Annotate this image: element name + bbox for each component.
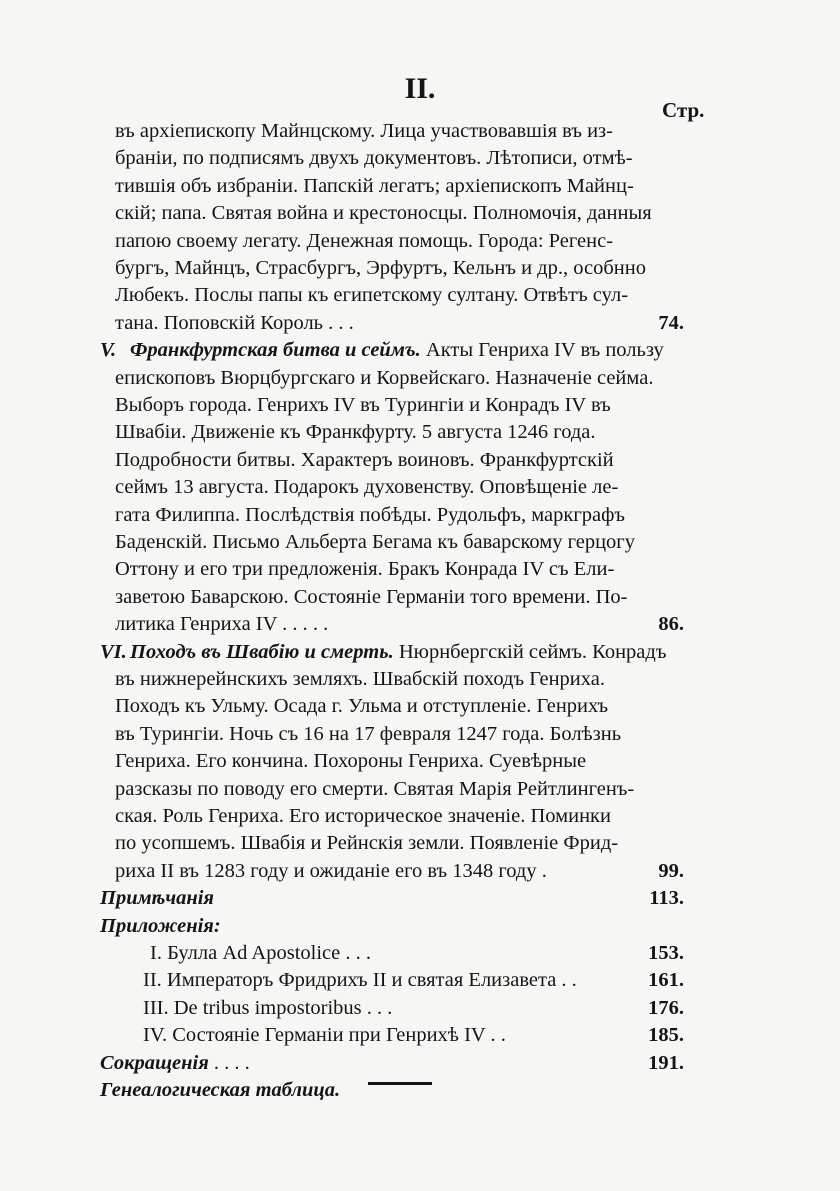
toc-entry-text xyxy=(150,938,371,968)
toc-entry-text xyxy=(115,554,614,584)
toc-entry-title: Франкфуртская битва и сеймъ. xyxy=(130,339,421,362)
toc-entry xyxy=(0,363,840,393)
toc-entry-text xyxy=(115,116,613,146)
toc-entry xyxy=(0,1020,840,1050)
toc-entry-page: 74. xyxy=(658,311,684,334)
toc-entry-page: 99. xyxy=(658,859,684,882)
toc-entry-body: Выборъ города. Генрихъ IV въ Турингіи и Конрадъ IV въ xyxy=(115,394,611,416)
toc-entry-body: Подробности битвы. Характеръ воиновъ. Франкфуртскій xyxy=(115,448,614,471)
toc-entry-title: Примѣчанія xyxy=(100,887,214,910)
toc-entry-text xyxy=(115,719,621,749)
toc-entry xyxy=(0,335,840,365)
toc-entry-text xyxy=(115,856,547,886)
toc-entry-text xyxy=(115,828,618,858)
toc-entry-text xyxy=(115,582,628,612)
toc-entry-body: браніи, по подписямъ двухъ документовъ. Лѣтописи, отмѣ- xyxy=(115,147,633,170)
toc-entry xyxy=(0,527,840,557)
toc-entry-text xyxy=(143,993,392,1023)
toc-entry-text xyxy=(115,253,646,283)
toc-entry-text xyxy=(115,746,586,776)
toc-entry-page: 176. xyxy=(648,996,684,1019)
toc-entry-body: ская. Роль Генриха. Его историческое значеніе. Поминки xyxy=(115,805,611,827)
toc-entry xyxy=(0,1048,840,1078)
toc-entry xyxy=(0,390,840,420)
toc-entry-body: литика Генриха IV . . . . . xyxy=(115,613,329,636)
toc-entry xyxy=(0,445,840,475)
toc-entry-text xyxy=(115,226,613,256)
toc-entry-body: тившія объ избраніи. Папскій легатъ; архіепископъ Майнц- xyxy=(115,174,634,197)
toc-entry xyxy=(0,143,840,173)
toc-entry-text xyxy=(115,664,605,694)
toc-entry xyxy=(0,637,840,667)
toc-entry xyxy=(0,609,840,639)
toc-entry xyxy=(0,554,840,584)
toc-entry-text xyxy=(115,445,614,475)
toc-entry xyxy=(0,116,840,146)
toc-entry-text xyxy=(115,280,628,310)
toc-entry-body: въ Турингіи. Ночь съ 16 на 17 февраля 1247 года. Болѣзнь xyxy=(115,722,622,745)
toc-entry-text xyxy=(115,363,653,393)
toc-entry-text xyxy=(115,417,596,447)
toc-entry-body: . . . . xyxy=(208,1051,250,1074)
toc-entry-page: 86. xyxy=(658,613,684,636)
toc-entry-body: бургъ, Майнцъ, Страсбургъ, Эрфуртъ, Кельнъ и др., особнно xyxy=(115,257,646,279)
toc-entry xyxy=(0,883,840,913)
toc-entry xyxy=(0,801,840,831)
toc-entry-text xyxy=(115,527,635,557)
toc-entry xyxy=(0,691,840,721)
toc-entry-body: тана. Поповскій Король . . . xyxy=(115,311,354,334)
toc-entry xyxy=(0,226,840,256)
toc-entry-body: II. Императоръ Фридрихъ II и святая Елизавета . . xyxy=(143,969,577,992)
toc-entry xyxy=(0,582,840,612)
toc-entry-numeral: V. xyxy=(100,339,117,362)
toc-entry-text xyxy=(115,691,608,721)
toc-entry-text xyxy=(115,472,618,502)
toc-entry-body: I. Булла Ad Apostolice . . . xyxy=(150,942,371,964)
toc-entry-body: по усопшемъ. Швабія и Рейнскія земли. Появленіе Фрид- xyxy=(115,832,619,855)
toc-entry-text xyxy=(115,198,652,228)
toc-entry-body: Генриха. Его кончина. Похороны Генриха. Суевѣрные xyxy=(115,750,587,773)
toc-entry-page: 185. xyxy=(648,1024,684,1047)
toc-entry xyxy=(0,417,840,447)
toc-entry xyxy=(0,500,840,530)
toc-entry-body: III. De tribus impostoribus . . . xyxy=(143,996,393,1019)
toc-entry xyxy=(0,774,840,804)
toc-entry xyxy=(0,719,840,749)
page-column-heading: Стр. xyxy=(662,98,705,122)
toc-entry xyxy=(0,664,840,694)
toc-entry-text xyxy=(100,1048,250,1078)
toc-entry xyxy=(0,198,840,228)
toc-entry xyxy=(0,911,840,941)
toc-entry-body: Акты Генриха IV въ пользу xyxy=(420,339,664,362)
toc-entry-body: епископовъ Вюрцбургскаго и Корвейскаго. Назначеніе сейма. xyxy=(115,366,654,389)
toc-entry-page: 153. xyxy=(648,942,684,964)
toc-entry-body: сеймъ 13 августа. Подарокъ духовенству. Оповѣщеніе ле- xyxy=(115,476,619,499)
toc-entry xyxy=(0,253,840,283)
toc-entry xyxy=(0,1075,840,1105)
toc-entry-text xyxy=(115,308,354,338)
page-number: II. xyxy=(404,72,436,105)
toc-entry-body: въ архіепископу Майнцскому. Лица участвовавшія въ из- xyxy=(115,120,613,142)
toc-entry-body: заветою Баварскою. Состояніе Германіи того времени. По- xyxy=(115,585,628,608)
toc-entry-page: 161. xyxy=(648,969,684,992)
toc-entry xyxy=(0,171,840,201)
toc-entry-body: Походъ къ Ульму. Осада г. Ульма и отступленіе. Генрихъ xyxy=(115,695,609,718)
toc-entry xyxy=(0,965,840,995)
toc-entry-body: папою своему легату. Денежная помощь. Города: Регенс- xyxy=(115,229,614,252)
toc-entry-text xyxy=(115,774,634,804)
toc-entry xyxy=(0,828,840,858)
toc-entry-text xyxy=(100,1075,340,1105)
toc-entry-body: Оттону и его три предложенія. Бракъ Конрада IV съ Ели- xyxy=(115,558,615,581)
toc-entry-text xyxy=(115,390,611,420)
toc-entry-title: Приложенія: xyxy=(100,914,221,937)
toc-entry-body: скій; папа. Святая война и крестоносцы. Полномочія, данныя xyxy=(115,202,652,225)
toc-entry-body: гата Филиппа. Послѣдствія побѣды. Рудольфъ, маркграфъ xyxy=(115,503,626,526)
toc-entry-text xyxy=(115,500,625,530)
toc-entry-text xyxy=(100,883,214,913)
toc-entry-title: Сокращенія xyxy=(100,1051,209,1074)
toc-entry-text xyxy=(115,609,328,639)
toc-entry-numeral: VI. xyxy=(100,640,127,663)
toc-entry-body: Нюрнбергскій сеймъ. Конрадъ xyxy=(393,640,667,663)
toc-entry-body: Баденскій. Письмо Альберта Бегама къ баварскому герцогу xyxy=(115,531,635,553)
toc-entry xyxy=(0,280,840,310)
closing-rule xyxy=(368,1082,432,1085)
toc-entry-body: Швабіи. Движеніе къ Франкфурту. 5 августа 1246 года. xyxy=(115,421,596,444)
toc-entry-text xyxy=(100,637,666,667)
toc-entry-text xyxy=(115,143,633,173)
toc-entry-text xyxy=(143,965,577,995)
toc-entry-body: IV. Состояніе Германіи при Генрихѣ IV . . xyxy=(143,1024,506,1047)
toc-entry xyxy=(0,308,840,338)
toc-entry-body: разсказы по поводу его смерти. Святая Марія Рейтлингенъ- xyxy=(115,777,635,800)
toc-entry-page: 191. xyxy=(648,1051,684,1074)
toc-entry-text xyxy=(100,911,221,941)
toc-entry-page: 113. xyxy=(649,887,684,910)
toc-entry xyxy=(0,746,840,776)
toc-entry-title: Генеалогическая таблица. xyxy=(100,1079,341,1101)
toc-entry-body: въ нижнерейнскихъ земляхъ. Швабскій походъ Генриха. xyxy=(115,668,605,690)
toc-entry xyxy=(0,993,840,1023)
toc-entry-title: Походъ въ Швабію и смерть. xyxy=(130,640,394,663)
toc-entry xyxy=(0,472,840,502)
toc-entry-text xyxy=(115,801,611,831)
toc-entry-body: Любекъ. Послы папы къ египетскому султану. Отвѣтъ сул- xyxy=(115,284,629,307)
toc-entry-text xyxy=(143,1020,506,1050)
toc-entry-body: риха II въ 1283 году и ожиданіе его въ 1348 году . xyxy=(115,859,547,882)
toc-entry-text xyxy=(100,335,664,365)
toc-entry-text xyxy=(115,171,634,201)
toc-entry xyxy=(0,856,840,886)
toc-entry xyxy=(0,938,840,968)
